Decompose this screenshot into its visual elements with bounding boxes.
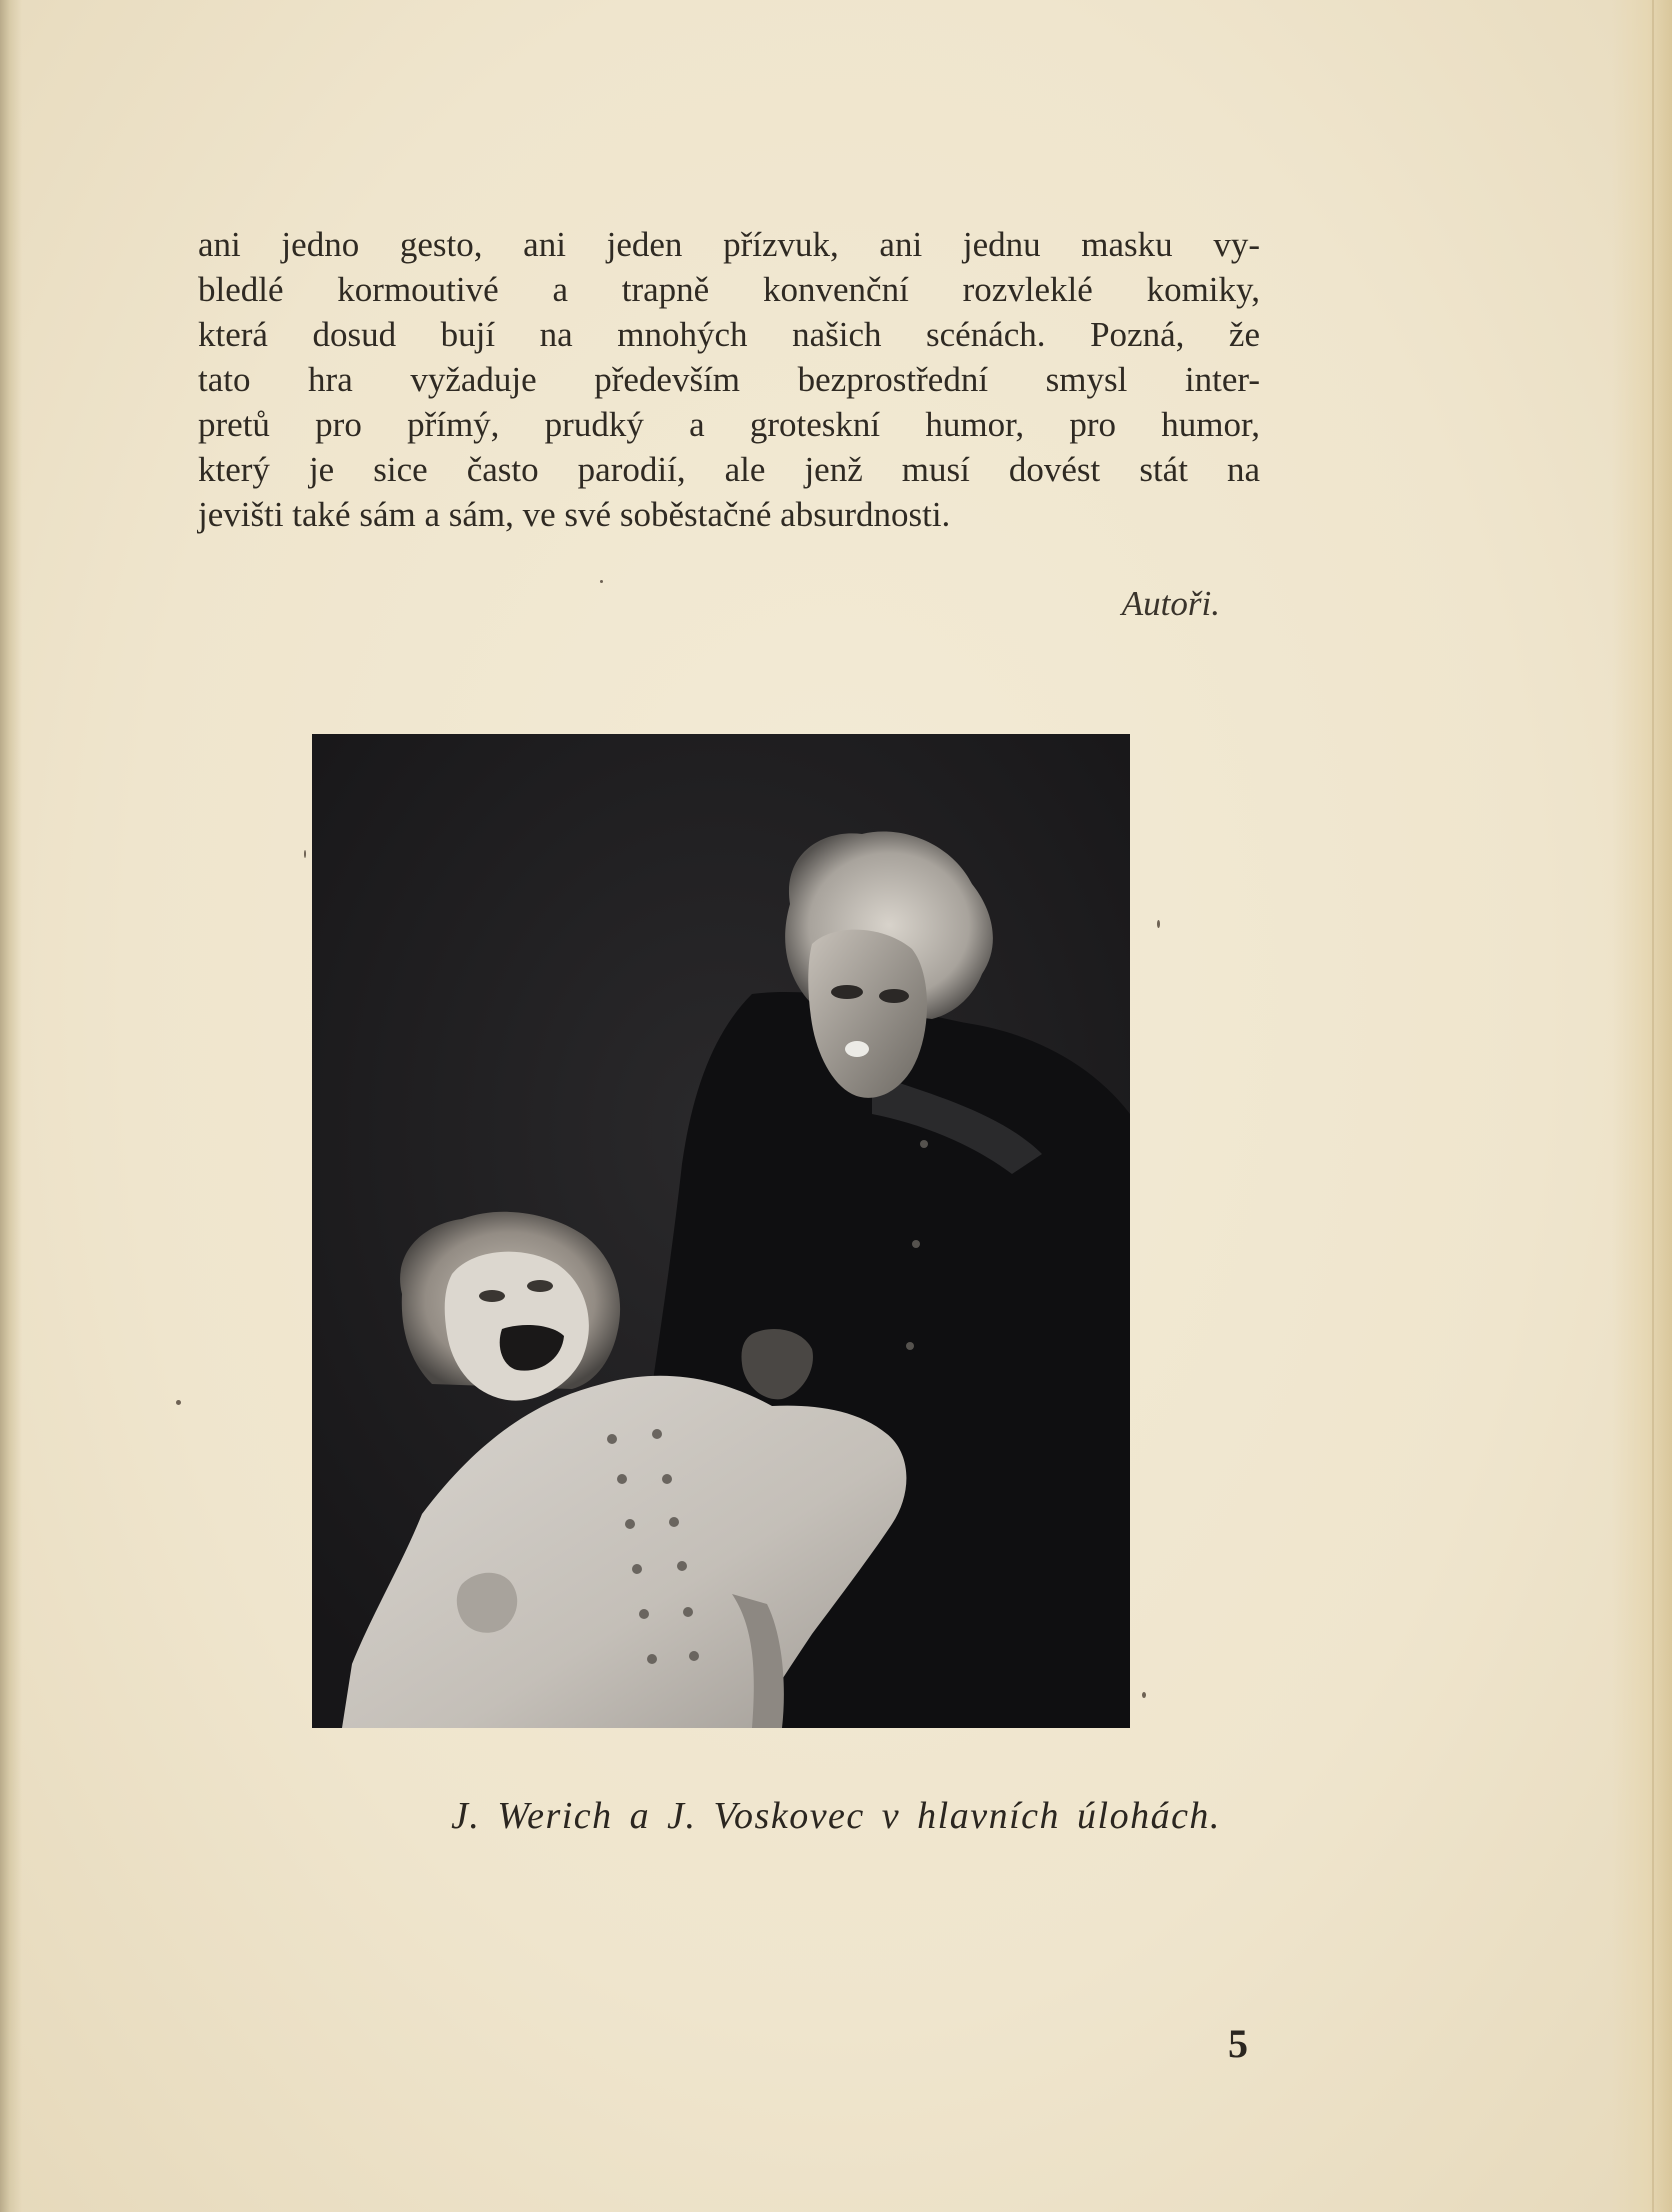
text-line: jevišti také sám a sám, ve své soběstačné absurdnosti. bbox=[198, 495, 951, 534]
signature-authors: Autoři. bbox=[1121, 584, 1220, 623]
button bbox=[906, 1342, 914, 1350]
paper-speck bbox=[1142, 1692, 1146, 1698]
body-paragraph bbox=[198, 222, 1260, 537]
text-line: která dosud bují na mnohých našich scénách. Pozná, že bbox=[198, 315, 1260, 354]
page-edge-line bbox=[1652, 0, 1654, 2212]
text-line: ani jedno gesto, ani jeden přízvuk, ani jednu masku vy- bbox=[198, 225, 1260, 264]
paper-speck bbox=[600, 580, 603, 583]
page-number: 5 bbox=[1228, 2021, 1248, 2066]
eye bbox=[879, 989, 909, 1003]
hand bbox=[457, 1573, 517, 1633]
eye bbox=[527, 1280, 553, 1292]
photo-caption: J. Werich a J. Voskovec v hlavních úlohách. bbox=[451, 1795, 1221, 1837]
binding-shadow bbox=[0, 0, 22, 2212]
paper-speck bbox=[304, 850, 306, 858]
eye bbox=[831, 985, 863, 999]
paper-speck bbox=[1157, 920, 1160, 928]
text-line: který je sice často parodií, ale jenž musí dovést stát na bbox=[198, 450, 1260, 489]
eye bbox=[479, 1290, 505, 1302]
button bbox=[920, 1140, 928, 1148]
text-line: tato hra vyžaduje především bezprostřední smysl inter- bbox=[198, 360, 1260, 399]
paper-speck bbox=[176, 1400, 181, 1405]
button bbox=[912, 1240, 920, 1248]
text-line: bledlé kormoutivé a trapně konvenční rozvleklé komiky, bbox=[198, 270, 1260, 309]
page-edge-shading bbox=[1612, 0, 1672, 2212]
photo-illustration bbox=[312, 734, 1130, 1728]
stage-photograph bbox=[312, 734, 1130, 1728]
text-line: pretů pro přímý, prudký a groteskní humor, pro humor, bbox=[198, 405, 1260, 444]
mouth bbox=[845, 1041, 869, 1057]
